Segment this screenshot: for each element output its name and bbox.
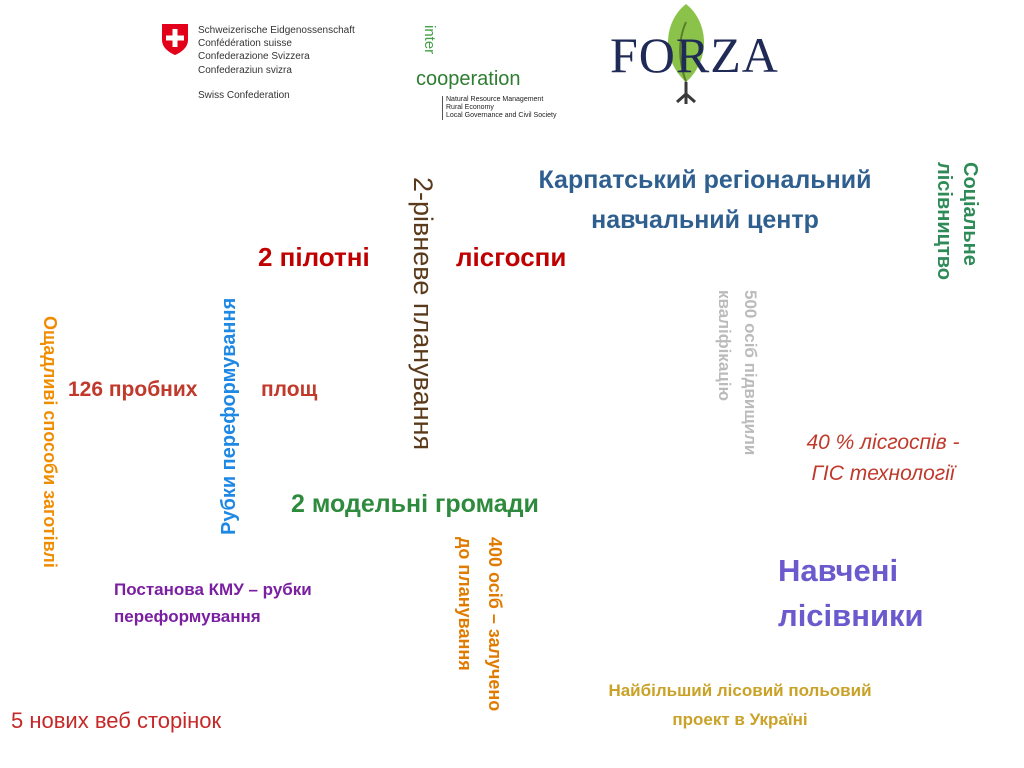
- swiss-line: Schweizerische Eidgenossenschaft: [198, 25, 355, 36]
- qualification-line: кваліфікацію: [715, 290, 734, 401]
- largest-project-line: проект в Україні: [672, 710, 808, 729]
- gis-line: ГІС технології: [811, 462, 955, 485]
- carpathian-line: Карпатський регіональний: [538, 166, 872, 194]
- careful-harvesting-text: Ощадливі способи заготівлі: [40, 316, 60, 568]
- reformation-cuts-text: Рубки переформування: [218, 297, 240, 535]
- forza-logo-text: FORZA: [610, 27, 779, 83]
- swiss-line: Confederazione Svizzera: [198, 51, 310, 63]
- involved-line: 400 осіб – залучено: [485, 537, 505, 712]
- largest-project-line: Найбільший лісовий польовий: [608, 681, 872, 700]
- involved-line: до планування: [455, 537, 475, 671]
- trained-line: Навчені: [778, 553, 899, 588]
- swiss-line: Confederaziun svizra: [198, 64, 292, 76]
- resolution-line: переформування: [114, 607, 261, 626]
- swiss-flag-icon: [160, 22, 190, 56]
- pilot-forestry-text: лісгоспи: [456, 242, 567, 272]
- cabinet-resolution-text: [114, 576, 312, 630]
- gis-line: 40 % лісгоспів -: [806, 431, 960, 454]
- social-forestry-text: [931, 162, 983, 280]
- plots-word-text: площ: [261, 378, 318, 401]
- qualification-line: 500 осіб підвищили: [741, 290, 760, 456]
- intercooperation-line: Rural Economy: [446, 104, 494, 111]
- two-level-planning-text: 2-рівневе планування: [408, 177, 438, 451]
- intercooperation-cooperation: cooperation: [416, 68, 521, 90]
- plots-number-text: 126 пробних: [68, 378, 198, 401]
- swiss-english: Swiss Confederation: [198, 89, 290, 101]
- swiss-line: Confédération suisse: [198, 38, 292, 50]
- carpathian-training-center: [470, 160, 940, 240]
- social-forestry-line: Соціальне: [959, 162, 981, 266]
- largest-project-text: [560, 676, 920, 734]
- qualification-text: [711, 290, 763, 455]
- web-pages-text: 5 нових веб сторінок: [11, 708, 222, 733]
- intercooperation-line: Local Governance and Civil Society: [446, 112, 557, 119]
- trained-line: лісівники: [778, 598, 924, 633]
- involved-in-planning-text: [450, 537, 510, 711]
- carpathian-line: навчальний центр: [591, 206, 819, 234]
- model-communities-text: 2 модельні громади: [291, 490, 539, 518]
- trained-foresters-text: [778, 548, 924, 638]
- resolution-line: Постанова КМУ – рубки: [114, 580, 312, 599]
- intercooperation-inter: inter: [421, 25, 438, 55]
- gis-technologies-text: [778, 427, 988, 489]
- pilot-number-text: 2 пілотні: [258, 242, 370, 272]
- swiss-confederation-logo: [198, 24, 355, 102]
- intercooperation-tagline: [442, 96, 557, 120]
- social-forestry-line: лісівництво: [933, 162, 955, 280]
- intercooperation-line: Natural Resource Management: [446, 96, 544, 103]
